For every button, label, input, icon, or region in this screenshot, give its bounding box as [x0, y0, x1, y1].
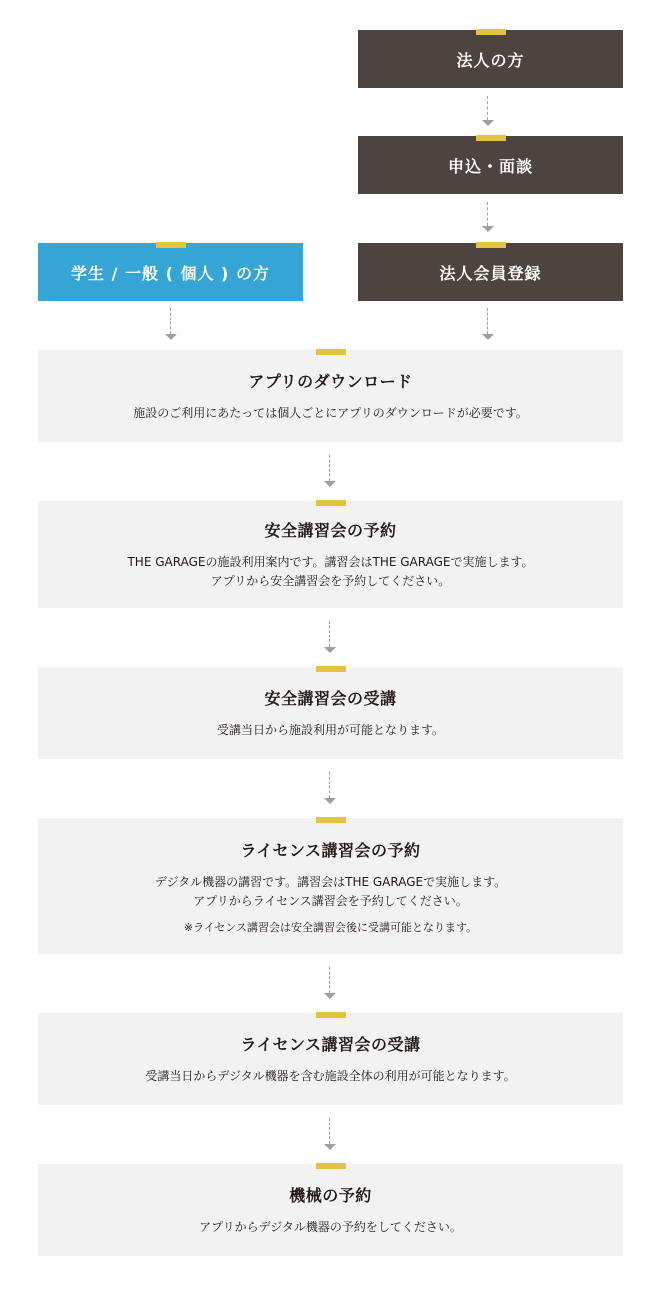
step-description: 受講当日からデジタル機器を含む施設全体の利用が可能となります。 [145, 1069, 516, 1083]
corporate-start-box [358, 30, 623, 88]
step-description-line: デジタル機器の講習です。講習会はTHE GARAGEで実施します。 [154, 874, 507, 889]
step-license-course-reservation [38, 818, 623, 954]
arrow-down-icon [324, 967, 336, 1001]
tab-accent [316, 666, 346, 672]
corporate-start-label: 法人の方 [456, 50, 525, 70]
tab-accent [316, 349, 346, 355]
step-title: ライセンス講習会の予約 [240, 840, 421, 860]
tab-accent [316, 817, 346, 823]
step-app-download [38, 350, 623, 442]
step-machine-reservation [38, 1164, 623, 1256]
tab-accent [316, 1163, 346, 1169]
tab-accent [476, 29, 506, 35]
corporate-register-label: 法人会員登録 [439, 263, 542, 283]
arrow-down-icon [324, 1118, 336, 1152]
step-description: 施設のご利用にあたっては個人ごとにアプリのダウンロードが必要です。 [133, 406, 528, 420]
arrow-down-icon [324, 455, 336, 489]
tab-accent [156, 242, 186, 248]
step-description [155, 873, 506, 911]
individual-start-label: 学生 / 一般 ( 個人 ) の方 [71, 263, 270, 283]
step-description-line: アプリから安全講習会を予約してください。 [210, 574, 451, 588]
step-description-line: アプリからライセンス講習会を予約してください。 [193, 893, 468, 908]
tab-accent [316, 1012, 346, 1018]
arrow-down-icon [482, 202, 494, 234]
step-title: ライセンス講習会の受講 [240, 1035, 421, 1054]
tab-accent [476, 135, 506, 141]
step-safety-course-reservation [38, 501, 623, 608]
step-description: 受講当日から施設利用が可能となります。 [216, 723, 445, 737]
arrow-down-icon [482, 308, 494, 342]
arrow-down-icon [482, 96, 494, 128]
step-title: アプリのダウンロード [248, 372, 413, 391]
apply-interview-box [358, 136, 623, 194]
tab-accent [316, 500, 346, 506]
step-title: 安全講習会の受講 [264, 689, 397, 708]
step-safety-course-attendance [38, 667, 623, 759]
step-license-course-attendance [38, 1013, 623, 1105]
step-note: ※ライセンス講習会は安全講習会後に受講可能となります。 [183, 920, 478, 934]
corporate-register-box [358, 243, 623, 301]
step-description [127, 553, 533, 591]
arrow-down-icon [324, 772, 336, 806]
arrow-down-icon [324, 621, 336, 655]
step-title: 機械の予約 [289, 1186, 372, 1205]
individual-start-box [38, 243, 303, 301]
step-description: アプリからデジタル機器の予約をしてください。 [199, 1220, 462, 1234]
step-description-line: THE GARAGEの施設利用案内です。講習会はTHE GARAGEで実施します。 [127, 555, 534, 569]
tab-accent [476, 242, 506, 248]
arrow-down-icon [165, 308, 177, 342]
apply-interview-label: 申込・面談 [447, 156, 533, 176]
step-title: 安全講習会の予約 [264, 521, 397, 540]
